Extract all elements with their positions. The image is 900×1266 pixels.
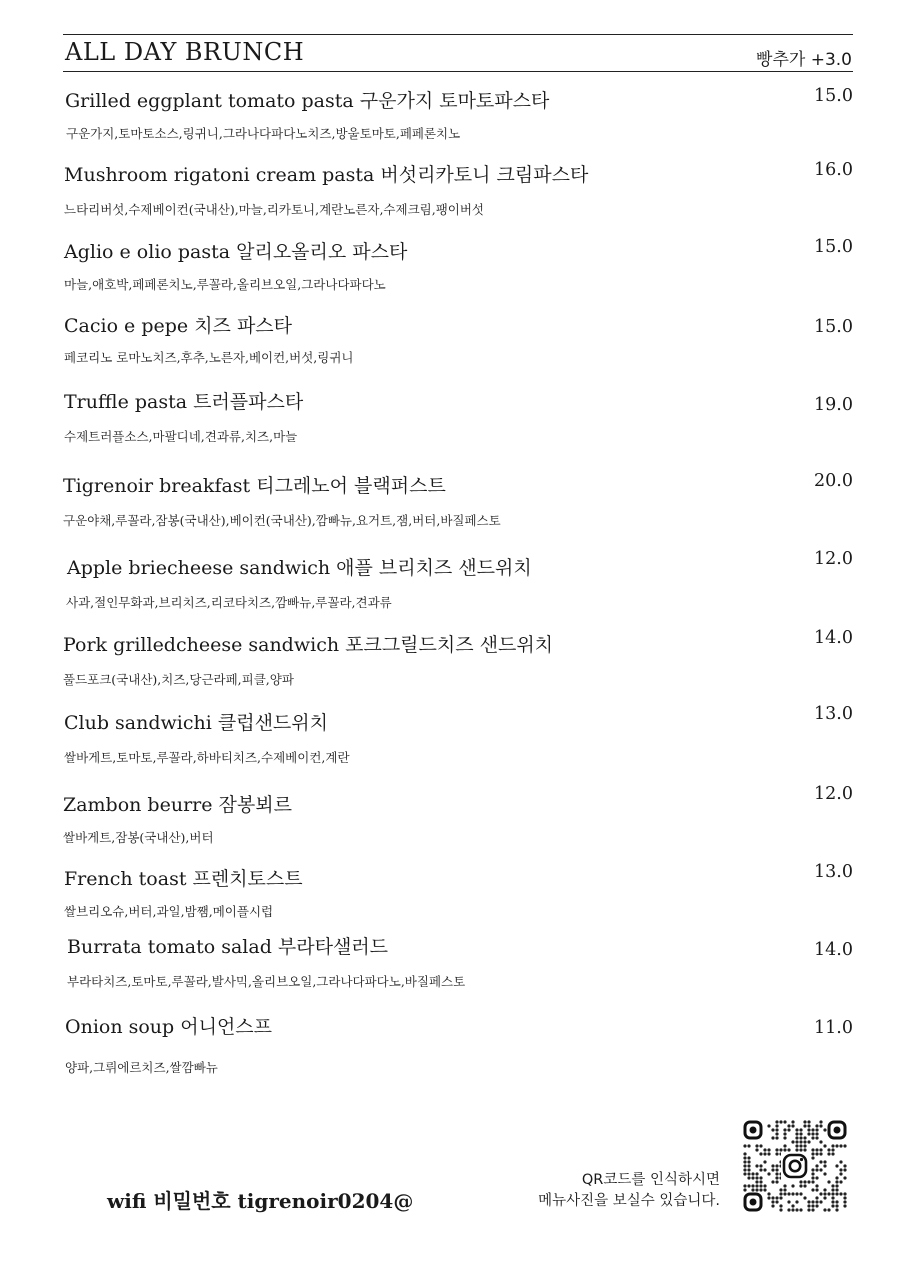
qr-module <box>823 1192 826 1195</box>
qr-module <box>835 1188 838 1191</box>
qr-module <box>811 1156 814 1159</box>
qr-module <box>843 1196 846 1199</box>
qr-module <box>803 1184 806 1187</box>
qr-module <box>751 1172 754 1175</box>
qr-module <box>751 1176 754 1179</box>
qr-module <box>771 1204 774 1207</box>
qr-module <box>747 1184 750 1187</box>
qr-module <box>791 1184 794 1187</box>
qr-module <box>811 1188 814 1191</box>
qr-module <box>795 1132 798 1135</box>
qr-module <box>791 1208 794 1211</box>
qr-module <box>827 1152 830 1155</box>
qr-module <box>743 1168 746 1171</box>
menu-item-price: 13.0 <box>814 862 853 882</box>
qr-module <box>839 1168 842 1171</box>
qr-module <box>751 1188 754 1191</box>
qr-module <box>815 1176 818 1179</box>
menu-item-name: Zambon beurre 잠봉뵈르 <box>63 794 292 816</box>
menu-item-desc: 쌀바게트,잠봉(국내산),버터 <box>63 830 214 845</box>
qr-module <box>783 1192 786 1195</box>
qr-module <box>843 1200 846 1203</box>
qr-module <box>815 1196 818 1199</box>
qr-module <box>799 1140 802 1143</box>
menu-item-price: 12.0 <box>814 784 853 804</box>
qr-module <box>827 1192 830 1195</box>
menu-item-price: 15.0 <box>814 86 853 106</box>
qr-module <box>831 1204 834 1207</box>
qr-module <box>775 1152 778 1155</box>
qr-module <box>839 1144 842 1147</box>
qr-module <box>843 1144 846 1147</box>
qr-module <box>775 1132 778 1135</box>
qr-module <box>807 1180 810 1183</box>
qr-module <box>767 1152 770 1155</box>
qr-module <box>783 1188 786 1191</box>
qr-module <box>755 1188 758 1191</box>
qr-module <box>771 1164 774 1167</box>
top-rule <box>63 34 853 35</box>
qr-module <box>811 1200 814 1203</box>
menu-item-desc: 페코리노 로마노치즈,후추,노른자,베이컨,버섯,링귀니 <box>64 350 354 365</box>
menu-item-price: 14.0 <box>814 940 853 960</box>
menu-item-desc: 쌀브리오슈,버터,과일,밤쨈,메이플시럽 <box>64 904 274 919</box>
qr-module <box>835 1144 838 1147</box>
header-rule <box>63 71 853 72</box>
qr-module <box>775 1128 778 1131</box>
qr-module <box>767 1124 770 1127</box>
qr-module <box>799 1128 802 1131</box>
qr-module <box>819 1168 822 1171</box>
qr-module <box>815 1136 818 1139</box>
menu-item-name: Apple briecheese sandwich 애플 브리치즈 샌드위치 <box>67 557 532 579</box>
menu-item-desc: 수제트러플소스,마팔디네,견과류,치즈,마늘 <box>64 429 298 444</box>
qr-module <box>747 1172 750 1175</box>
qr-module <box>779 1192 782 1195</box>
qr-module <box>811 1172 814 1175</box>
qr-module <box>815 1128 818 1131</box>
qr-module <box>819 1120 822 1123</box>
qr-module <box>839 1192 842 1195</box>
qr-module <box>831 1192 834 1195</box>
qr-module <box>807 1124 810 1127</box>
qr-module <box>763 1148 766 1151</box>
qr-module <box>783 1120 786 1123</box>
qr-module <box>803 1148 806 1151</box>
qr-module <box>795 1192 798 1195</box>
qr-module <box>799 1136 802 1139</box>
qr-module <box>783 1148 786 1151</box>
qr-module <box>807 1120 810 1123</box>
qr-module <box>763 1168 766 1171</box>
qr-module <box>835 1200 838 1203</box>
qr-module <box>835 1180 838 1183</box>
qr-module <box>831 1184 834 1187</box>
qr-module <box>775 1124 778 1127</box>
qr-module <box>803 1136 806 1139</box>
qr-module <box>747 1144 750 1147</box>
qr-module <box>759 1188 762 1191</box>
qr-module <box>783 1144 786 1147</box>
qr-module <box>787 1148 790 1151</box>
qr-module <box>791 1124 794 1127</box>
qr-module <box>775 1196 778 1199</box>
qr-module <box>831 1148 834 1151</box>
qr-module <box>775 1168 778 1171</box>
qr-module <box>843 1192 846 1195</box>
qr-module <box>835 1176 838 1179</box>
menu-item-name: Burrata tomato salad 부라타샐러드 <box>67 936 389 958</box>
qr-module <box>747 1164 750 1167</box>
qr-module <box>815 1168 818 1171</box>
qr-module <box>799 1192 802 1195</box>
qr-module <box>839 1172 842 1175</box>
qr-module <box>807 1204 810 1207</box>
qr-module <box>839 1160 842 1163</box>
qr-module <box>827 1208 830 1211</box>
qr-module <box>759 1180 762 1183</box>
qr-module <box>775 1180 778 1183</box>
qr-module <box>795 1136 798 1139</box>
qr-module <box>743 1184 746 1187</box>
qr-module <box>759 1144 762 1147</box>
page-title: ALL DAY BRUNCH <box>65 38 305 66</box>
menu-item-name: French toast 프렌치토스트 <box>64 868 303 890</box>
qr-module <box>795 1144 798 1147</box>
qr-module <box>791 1120 794 1123</box>
extra-bread-note: 빵추가 +3.0 <box>756 50 852 70</box>
qr-module <box>843 1176 846 1179</box>
qr-module <box>787 1208 790 1211</box>
qr-module <box>795 1140 798 1143</box>
qr-module <box>779 1188 782 1191</box>
qr-module <box>819 1140 822 1143</box>
menu-item-price: 14.0 <box>814 628 853 648</box>
qr-module <box>803 1120 806 1123</box>
qr-module <box>743 1156 746 1159</box>
menu-item-price: 20.0 <box>814 471 853 491</box>
qr-module <box>799 1132 802 1135</box>
qr-module <box>759 1184 762 1187</box>
qr-module <box>819 1160 822 1163</box>
menu-item-name: Tigrenoir breakfast 티그레노어 블랙퍼스트 <box>63 475 446 497</box>
qr-module <box>787 1128 790 1131</box>
qr-module <box>811 1136 814 1139</box>
qr-module <box>775 1176 778 1179</box>
qr-module <box>823 1144 826 1147</box>
qr-module <box>819 1152 822 1155</box>
qr-module <box>827 1180 830 1183</box>
menu-item-name: Aglio e olio pasta 알리오올리오 파스타 <box>64 241 408 263</box>
qr-module <box>799 1184 802 1187</box>
qr-module <box>771 1136 774 1139</box>
qr-module <box>823 1172 826 1175</box>
qr-module <box>747 1160 750 1163</box>
qr-module <box>803 1140 806 1143</box>
qr-module <box>831 1188 834 1191</box>
qr-module <box>767 1192 770 1195</box>
qr-module <box>831 1196 834 1199</box>
qr-module <box>759 1164 762 1167</box>
qr-module <box>751 1184 754 1187</box>
qr-module <box>763 1184 766 1187</box>
menu-item-desc: 풀드포크(국내산),치즈,당근라페,피클,양파 <box>63 672 294 687</box>
qr-module <box>819 1192 822 1195</box>
menu-item-desc: 양파,그뤼에르치즈,쌀깜빠뉴 <box>65 1060 218 1075</box>
qr-module <box>843 1164 846 1167</box>
qr-module <box>771 1168 774 1171</box>
qr-module <box>759 1176 762 1179</box>
qr-module <box>755 1180 758 1183</box>
qr-module <box>815 1188 818 1191</box>
qr-module <box>775 1120 778 1123</box>
menu-item-name: Truffle pasta 트러플파스타 <box>64 391 304 413</box>
qr-instructions-line2: 메뉴사진을 보실수 있습니다. <box>538 1193 720 1209</box>
qr-module <box>771 1128 774 1131</box>
qr-module <box>775 1164 778 1167</box>
qr-module <box>755 1172 758 1175</box>
qr-module <box>815 1148 818 1151</box>
qr-module <box>815 1184 818 1187</box>
qr-module <box>815 1132 818 1135</box>
qr-module <box>831 1200 834 1203</box>
qr-module <box>815 1124 818 1127</box>
qr-module <box>767 1172 770 1175</box>
qr-module <box>815 1164 818 1167</box>
qr-module <box>747 1176 750 1179</box>
qr-module <box>799 1144 802 1147</box>
qr-module <box>783 1132 786 1135</box>
qr-module <box>831 1152 834 1155</box>
qr-module <box>823 1208 826 1211</box>
qr-instructions-line1: QR코드를 인식하시면 <box>581 1172 720 1188</box>
menu-item-name: Mushroom rigatoni cream pasta 버섯리카토니 크림파스타 <box>64 164 589 186</box>
qr-module <box>763 1152 766 1155</box>
menu-item-price: 13.0 <box>814 704 853 724</box>
qr-module <box>811 1132 814 1135</box>
qr-module <box>799 1208 802 1211</box>
qr-module <box>759 1168 762 1171</box>
menu-item-name: Onion soup 어니언스프 <box>65 1016 273 1038</box>
menu-item-name: Grilled eggplant tomato pasta 구운가지 토마토파스타 <box>65 90 550 112</box>
qr-module <box>743 1188 746 1191</box>
qr-module <box>811 1208 814 1211</box>
qr-module <box>767 1148 770 1151</box>
qr-module <box>811 1180 814 1183</box>
qr-module <box>815 1204 818 1207</box>
qr-module <box>767 1196 770 1199</box>
qr-module <box>743 1160 746 1163</box>
qr-module <box>807 1132 810 1135</box>
qr-module <box>747 1168 750 1171</box>
menu-item-price: 16.0 <box>814 160 853 180</box>
qr-module <box>775 1200 778 1203</box>
qr-module <box>811 1168 814 1171</box>
qr-module <box>779 1208 782 1211</box>
qr-module <box>775 1148 778 1151</box>
qr-module <box>819 1200 822 1203</box>
qr-module <box>791 1204 794 1207</box>
menu-item-price: 19.0 <box>814 395 853 415</box>
qr-module <box>763 1188 766 1191</box>
qr-module <box>747 1156 750 1159</box>
qr-module <box>791 1192 794 1195</box>
qr-module <box>811 1176 814 1179</box>
qr-module <box>803 1196 806 1199</box>
qr-module <box>843 1204 846 1207</box>
qr-module <box>835 1208 838 1211</box>
qr-module <box>755 1164 758 1167</box>
menu-item-desc: 부라타치즈,토마토,루꼴라,발사믹,올리브오일,그라나다파다노,바질페스토 <box>67 974 466 989</box>
menu-item-desc: 구운가지,토마토소스,링귀니,그라나다파다노치즈,방울토마토,페페론치노 <box>66 126 461 141</box>
qr-module <box>743 1164 746 1167</box>
qr-module <box>795 1128 798 1131</box>
qr-module <box>799 1148 802 1151</box>
qr-module <box>799 1180 802 1183</box>
qr-module <box>783 1184 786 1187</box>
qr-module <box>807 1208 810 1211</box>
qr-module <box>823 1164 826 1167</box>
qr-module <box>823 1188 826 1191</box>
qr-module <box>787 1200 790 1203</box>
qr-module <box>771 1200 774 1203</box>
qr-module <box>807 1128 810 1131</box>
qr-module <box>835 1184 838 1187</box>
qr-module <box>775 1172 778 1175</box>
qr-module <box>839 1180 842 1183</box>
qr-module <box>743 1172 746 1175</box>
qr-module <box>755 1176 758 1179</box>
qr-module <box>811 1152 814 1155</box>
qr-module <box>831 1144 834 1147</box>
qr-module <box>787 1124 790 1127</box>
qr-module <box>787 1192 790 1195</box>
qr-module <box>783 1128 786 1131</box>
menu-item-desc: 마늘,애호박,페페론치노,루꼴라,올리브오일,그라나다파다노 <box>64 277 386 292</box>
qr-module <box>811 1204 814 1207</box>
qr-module <box>807 1200 810 1203</box>
qr-module <box>811 1148 814 1151</box>
qr-module <box>775 1136 778 1139</box>
wifi-password: wifi 비밀번호 tigrenoir0204@ <box>107 1189 414 1213</box>
qr-module <box>823 1128 826 1131</box>
qr-module <box>835 1164 838 1167</box>
qr-module <box>803 1180 806 1183</box>
qr-module <box>823 1196 826 1199</box>
qr-module <box>835 1192 838 1195</box>
qr-module <box>779 1148 782 1151</box>
qr-module <box>743 1152 746 1155</box>
qr-module <box>803 1124 806 1127</box>
qr-module <box>835 1204 838 1207</box>
menu-item-desc: 쌀바게트,토마토,루꼴라,하바티치즈,수제베이컨,계란 <box>64 750 350 765</box>
qr-module <box>779 1120 782 1123</box>
qr-code-image[interactable] <box>743 1120 847 1212</box>
menu-item-price: 11.0 <box>814 1018 853 1038</box>
qr-module <box>755 1144 758 1147</box>
qr-module <box>819 1124 822 1127</box>
qr-module <box>827 1148 830 1151</box>
menu-item-price: 15.0 <box>814 237 853 257</box>
qr-module <box>815 1152 818 1155</box>
menu-item-name: Pork grilledcheese sandwich 포크그릴드치즈 샌드위치 <box>63 634 554 656</box>
qr-module <box>771 1196 774 1199</box>
qr-module <box>823 1160 826 1163</box>
qr-module <box>795 1148 798 1151</box>
menu-item-name: Club sandwichi 클럽샌드위치 <box>64 712 328 734</box>
qr-module <box>771 1180 774 1183</box>
qr-module <box>755 1148 758 1151</box>
qr-module <box>791 1140 794 1143</box>
qr-module <box>743 1144 746 1147</box>
menu-item-price: 15.0 <box>814 317 853 337</box>
instagram-icon <box>781 1152 809 1180</box>
menu-item-desc: 느타리버섯,수제베이컨(국내산),마늘,리카토니,계란노른자,수제크림,팽이버섯 <box>64 202 484 217</box>
qr-module <box>803 1144 806 1147</box>
qr-module <box>815 1200 818 1203</box>
menu-item-desc: 구운야채,루꼴라,잠봉(국내산),베이컨(국내산),깜빠뉴,요거트,잼,버터,바질페스토 <box>63 513 501 528</box>
qr-module <box>763 1160 766 1163</box>
qr-module <box>795 1200 798 1203</box>
qr-module <box>843 1168 846 1171</box>
menu-item-desc: 사과,절인무화과,브리치즈,리코타치즈,깜빠뉴,루꼴라,견과류 <box>66 595 392 610</box>
qr-module <box>811 1128 814 1131</box>
qr-module <box>819 1148 822 1151</box>
qr-module <box>779 1196 782 1199</box>
qr-module <box>759 1152 762 1155</box>
qr-module <box>795 1208 798 1211</box>
qr-module <box>807 1140 810 1143</box>
qr-module <box>779 1204 782 1207</box>
menu-item-name: Cacio e pepe 치즈 파스타 <box>64 315 293 337</box>
qr-instructions <box>538 1170 720 1212</box>
qr-module <box>755 1184 758 1187</box>
qr-module <box>783 1136 786 1139</box>
menu-item-price: 12.0 <box>814 549 853 569</box>
